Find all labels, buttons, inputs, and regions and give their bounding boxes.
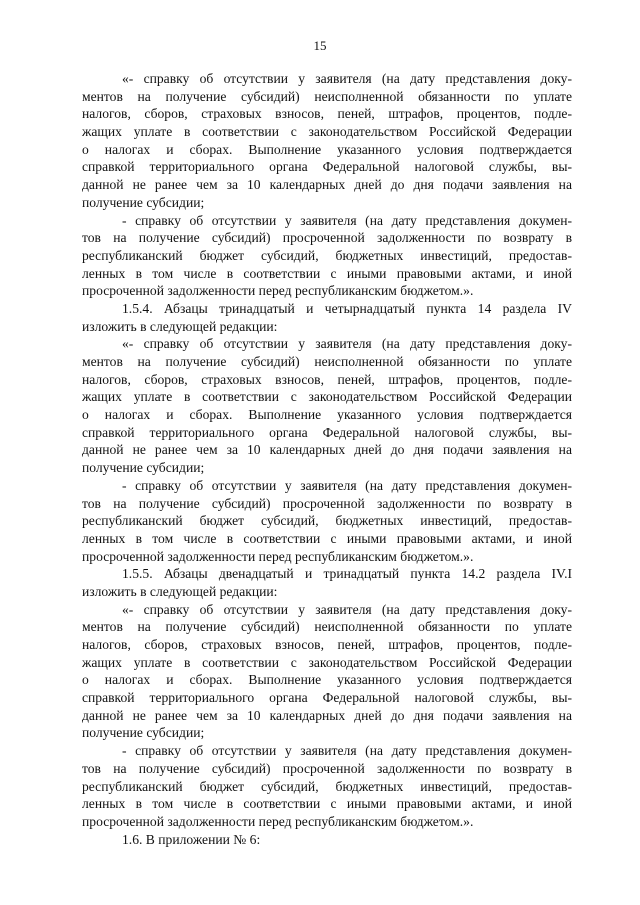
text-line: тов на получение субсидий) просроченной задолженности по возврату в (82, 230, 572, 246)
text-line: жащих уплате в соответствии с законодательством Российской Федерации (82, 124, 572, 140)
text-line: о налогах и сборах. Выполнение указанного условия подтверждается (82, 141, 572, 157)
text-line: - справку об отсутствии у заявителя (на дату представления докумен- (122, 212, 572, 228)
text-line: «- справку об отсутствии у заявителя (на дату представления доку- (122, 601, 572, 617)
text-line: республиканский бюджет субсидий, бюджетных инвестиций, предостав- (82, 513, 572, 529)
text-line: справкой территориального органа Федеральной налоговой службы, вы- (82, 159, 572, 175)
text-line: получение субсидии; (82, 194, 205, 210)
text-line: ментов на получение субсидий) неисполненной обязанности по уплате (82, 354, 572, 369)
text-line: 1.5.5. Абзацы двенадцатый и тринадцатый пункта 14.2 раздела IV.I (122, 566, 572, 582)
text-line: просроченной задолженности перед республиканским бюджетом.». (82, 813, 474, 829)
text-line: республиканский бюджет субсидий, бюджетных инвестиций, предостав- (82, 247, 572, 263)
text-line: тов на получение субсидий) просроченной задолженности по возврату в (82, 760, 572, 776)
text-line: - справку об отсутствии у заявителя (на дату представления докумен- (122, 743, 572, 759)
text-line: справкой территориального органа Федеральной налоговой службы, вы- (82, 690, 572, 706)
document-body (82, 70, 572, 848)
text-line: справкой территориального органа Федеральной налоговой службы, вы- (82, 424, 572, 440)
text-line: налогов, сборов, страховых взносов, пеней, штрафов, процентов, подле- (82, 106, 572, 122)
text-line: тов на получение субсидий) просроченной задолженности по возврату в (82, 495, 572, 511)
text-line: изложить в следующей редакции: (82, 318, 278, 334)
text-line: жащих уплате в соответствии с законодательством Российской Федерации (82, 389, 572, 405)
page-number: 15 (313, 38, 327, 53)
text-line: ленных в том числе в соответствии с иными правовыми актами, и иной (82, 530, 572, 546)
text-line: - справку об отсутствии у заявителя (на дату представления докумен- (122, 477, 572, 493)
text-line: просроченной задолженности перед республиканским бюджетом.». (82, 283, 474, 299)
text-line: о налогах и сборах. Выполнение указанного условия подтверждается (82, 672, 572, 688)
text-line: жащих уплате в соответствии с законодательством Российской Федерации (82, 654, 572, 670)
text-line: налогов, сборов, страховых взносов, пеней, штрафов, процентов, подле- (82, 371, 572, 387)
text-line: ленных в том числе в соответствии с иными правовыми актами, и иной (82, 265, 572, 281)
text-line: ленных в том числе в соответствии с иными правовыми актами, и иной (82, 796, 572, 812)
text-line: налогов, сборов, страховых взносов, пеней, штрафов, процентов, подле- (82, 637, 572, 652)
text-line: «- справку об отсутствии у заявителя (на дату представления доку- (122, 336, 572, 352)
text-line: республиканский бюджет субсидий, бюджетных инвестиций, предостав- (82, 778, 572, 794)
text-line: получение субсидии; (82, 460, 205, 476)
text-line: изложить в следующей редакции: (82, 583, 278, 599)
text-line: данной не ранее чем за 10 календарных дней до дня подачи заявления на (82, 442, 572, 458)
text-line: 1.5.4. Абзацы тринадцатый и четырнадцатый пункта 14 раздела IV (122, 300, 572, 316)
text-line: 1.6. В приложении № 6: (122, 831, 261, 847)
text-line: просроченной задолженности перед республиканским бюджетом.». (82, 548, 474, 564)
text-line: данной не ранее чем за 10 календарных дней до дня подачи заявления на (82, 177, 572, 193)
text-line: данной не ранее чем за 10 календарных дней до дня подачи заявления на (82, 707, 572, 723)
text-line: получение субсидии; (82, 725, 205, 741)
text-line: «- справку об отсутствии у заявителя (на дату представления доку- (122, 71, 572, 86)
text-line: ментов на получение субсидий) неисполненной обязанности по уплате (82, 619, 572, 635)
text-line: о налогах и сборах. Выполнение указанного условия подтверждается (82, 407, 572, 423)
text-line: ментов на получение субсидий) неисполненной обязанности по уплате (82, 88, 572, 104)
